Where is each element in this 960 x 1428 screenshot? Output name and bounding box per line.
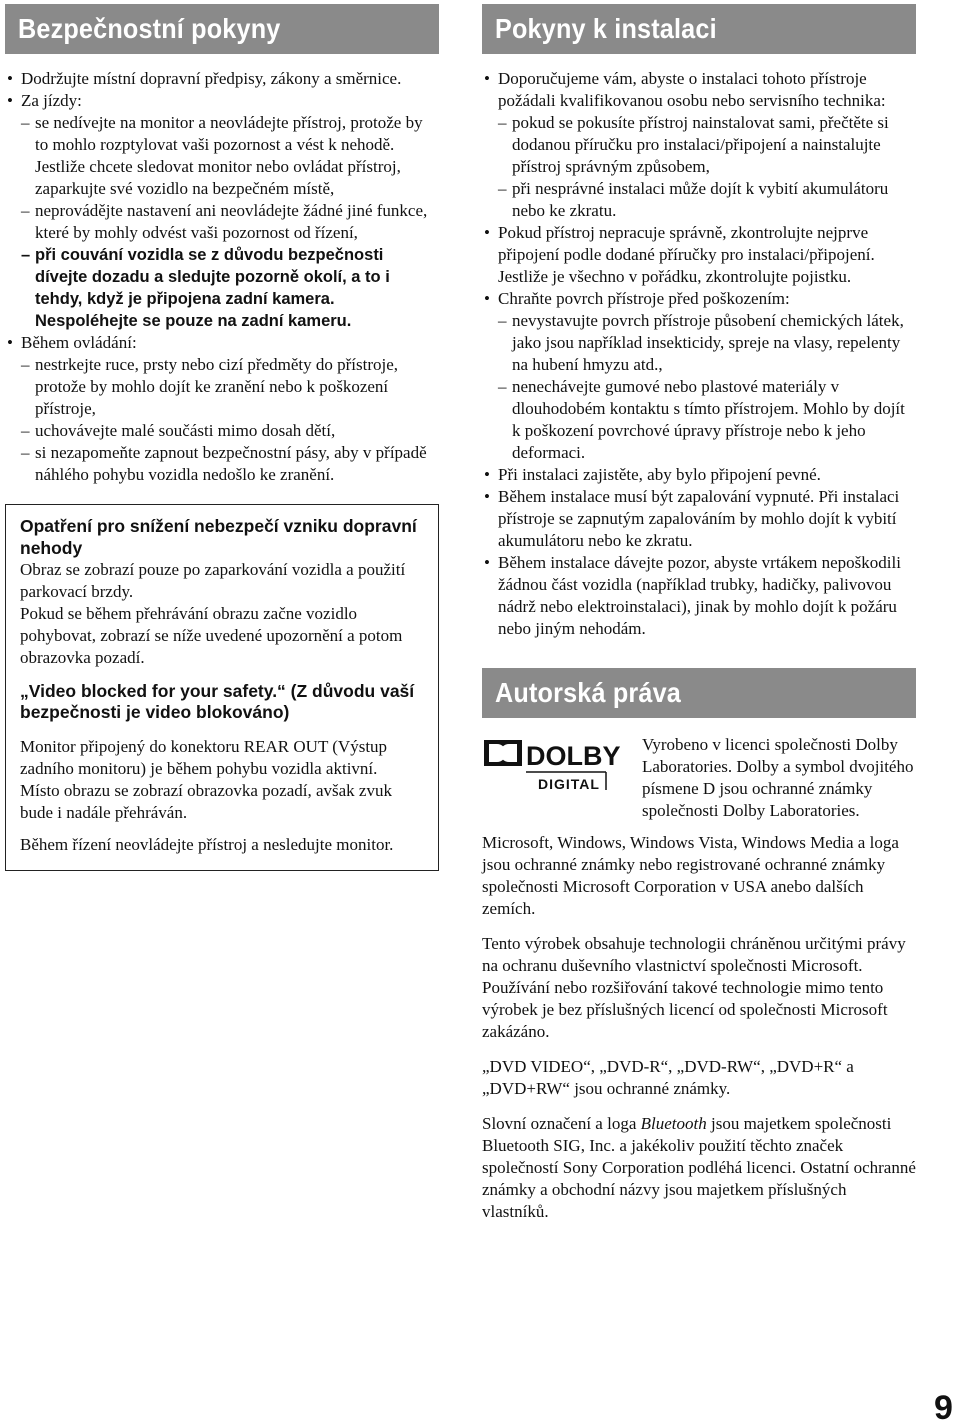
box-title: Opatření pro snížení nebezpečí vzniku dopravní nehody [20,516,417,558]
installation-list [482,68,916,640]
sub-list-item-bold: – při couvání vozidla se z důvodu bezpečnosti dívejte dozadu a sledujte pozorně okolí, a to i tehdy, když je připojena zadní kamera. Nespoléhejte se pouze na zadní kameru. [21,244,439,332]
list-item: • Během instalace musí být zapalování vypnuté. Při instalaci přístroje se zapnutým zapalováním by mohlo dojít k vybití akumulátoru nebo ke zkratu. [482,486,916,552]
sub-list-item: – si nezapomeňte zapnout bezpečnostní pásy, aby v případě náhlého pohybu vozidla nedošlo ke zranění. [21,442,439,486]
sub-list-item: – nenechávejte gumové nebo plastové materiály v dlouhodobém kontaktu s tímto přístrojem. Mohlo by dojít k poškození povrchové úpravy přístroje nebo k jeho deformaci. [498,376,916,464]
box-paragraph: Během řízení neovládejte přístroj a nesledujte monitor. [20,835,394,854]
warning-message: „Video blocked for your safety.“ (Z důvodu vaší bezpečnosti je video blokováno) [20,681,415,722]
left-column [5,4,439,871]
list-item: • Během ovládání: – nestrkejte ruce, prsty nebo cizí předměty do přístroje, protože by mohlo dojít ke zranění nebo k poškození přístroje, – uchovávejte malé součásti mimo dosah dětí, – si nezapomeňte zapnout bezpečnostní pásy, aby v případě náhlého pohybu vozidla nedošlo ke zranění. [5,332,439,486]
sub-list-item: – pokud se pokusíte přístroj nainstalovat sami, přečtěte si dodanou příručku pro instalaci/připojení a nainstalujte přístroj správným způsobem, [498,112,916,178]
list-item: • Pokud přístroj nepracuje správně, zkontrolujte nejprve připojení podle dodané příručky pro instalaci/připojení. Jestliže je všechno v pořádku, zkontrolujte pojistku. [482,222,916,288]
section-header-safety: Bezpečnostní pokyny [5,4,439,54]
box-paragraph: Místo obrazu se zobrazí obrazovka pozadí, avšak zvuk bude i nadále přehráván. [20,781,392,822]
box-paragraph: Pokud se během přehrávání obrazu začne vozidlo pohybovat, zobrazí se níže uvedené upozornění a potom obrazovka pozadí. [20,604,403,667]
sub-list-item: – nestrkejte ruce, prsty nebo cizí předměty do přístroje, protože by mohlo dojít ke zranění nebo k poškození přístroje, [21,354,439,420]
paragraph-technology: Tento výrobek obsahuje technologii chráněnou určitými právy na ochranu duševního vlastnictví společnosti Microsoft. Používání nebo rozšiřování takové technologie mimo tento výrobek je bez příslušných licencí od společnosti Microsoft zakázáno. [482,934,906,1041]
list-item: • Při instalaci zajistěte, aby bylo připojení pevné. [482,464,916,486]
sub-list-item: – uchovávejte malé součásti mimo dosah dětí, [21,420,439,442]
right-column [482,4,916,1223]
list-item: • Za jízdy: – se nedívejte na monitor a neovládejte přístroj, protože by to mohlo rozptylovat vaši pozornost a vést k nehodě. Jestliže chcete sledovat monitor nebo ovládat přístroj, zaparkujte své vozidlo na bezpečném místě, – neprovádějte nastavení ani neovládejte žádné jiné funkce, které by mohly odvést vaši pozornost od řízení, – při couvání vozidla se z důvodu bezpečnosti dívejte dozadu a sledujte pozorně okolí, a to i tehdy, když je připojena zadní kamera. Nespoléhejte se pouze na zadní kameru. [5,90,439,332]
svg-text:DIGITAL: DIGITAL [538,776,600,792]
sub-list-item: – nevystavujte povrch přístroje působení chemických látek, jako jsou například insekticidy, spreje na vlasy, repelenty na hubení hmyzu atd., [498,310,916,376]
box-paragraph: Obraz se zobrazí pouze po zaparkování vozidla a použití parkovací brzdy. [20,560,406,601]
safety-list [5,68,439,486]
sub-list-item: – při nesprávné instalaci může dojít k vybití akumulátoru nebo ke zkratu. [498,178,916,222]
sub-list-item: – neprovádějte nastavení ani neovládejte žádné jiné funkce, které by mohly odvést vaši pozornost od řízení, [21,200,439,244]
section-header-installation: Pokyny k instalaci [482,4,916,54]
svg-text:DOLBY: DOLBY [526,741,621,771]
list-item: • Během instalace dávejte pozor, abyste vrtákem nepoškodili žádnou část vozidla (například trubky, hadičky, palivovou nádrž nebo elektroinstalaci), jinak by mohlo dojít k požáru nebo jiným nehodám. [482,552,916,640]
section-header-copyright: Autorská práva [482,668,916,718]
dolby-license-text: Vyrobeno v licenci společnosti Dolby Laboratories. Dolby a symbol dvojitého písmene D jsou ochranné známky společnosti Dolby Laboratories. [642,735,914,820]
box-paragraph: Monitor připojený do konektoru REAR OUT (Výstup zadního monitoru) je během pohybu vozidla aktivní. [20,737,388,778]
page-number: 9 [934,1389,953,1427]
dolby-section [482,734,916,822]
list-item: • Dodržujte místní dopravní předpisy, zákony a směrnice. [5,68,439,90]
list-item: • Chraňte povrch přístroje před poškozením: – nevystavujte povrch přístroje působení chemických látek, jako jsou například insekticidy, spreje na vlasy, repelenty na hubení hmyzu atd., – nenechávejte gumové nebo plastové materiály v dlouhodobém kontaktu s tímto přístrojem. Mohlo by dojít k poškození povrchové úpravy přístroje nebo k jeho deformaci. [482,288,916,464]
list-item: • Doporučujeme vám, abyste o instalaci tohoto přístroje požádali kvalifikovanou osobu nebo servisního technika: – pokud se pokusíte přístroj nainstalovat sami, přečtěte si dodanou příručku pro instalaci/připojení a nainstalujte přístroj správným způsobem, – při nesprávné instalaci může dojít k vybití akumulátoru nebo ke zkratu. [482,68,916,222]
dolby-digital-logo [482,734,642,814]
paragraph-microsoft: Microsoft, Windows, Windows Vista, Windows Media a loga jsou ochranné známky nebo registrované ochranné známky společnosti Microsoft Corporation v USA anebo dalších zemích. [482,833,899,918]
paragraph-bluetooth: Slovní označení a loga Bluetooth jsou majetkem společnosti Bluetooth SIG, Inc. a jakékoliv použití těchto značek společností Sony Corporation podléhá licenci. Ostatní ochranné známky a obchodní názvy jsou majetkem příslušných vlastníků. [482,1114,916,1221]
paragraph-dvd: „DVD VIDEO“, „DVD-R“, „DVD-RW“, „DVD+R“ a „DVD+RW“ jsou ochranné známky. [482,1057,854,1098]
sub-list-item: – se nedívejte na monitor a neovládejte přístroj, protože by to mohlo rozptylovat vaši pozornost a vést k nehodě. Jestliže chcete sledovat monitor nebo ovládat přístroj, zaparkujte své vozidlo na bezpečném místě, [21,112,439,200]
traffic-safety-box [5,504,439,871]
